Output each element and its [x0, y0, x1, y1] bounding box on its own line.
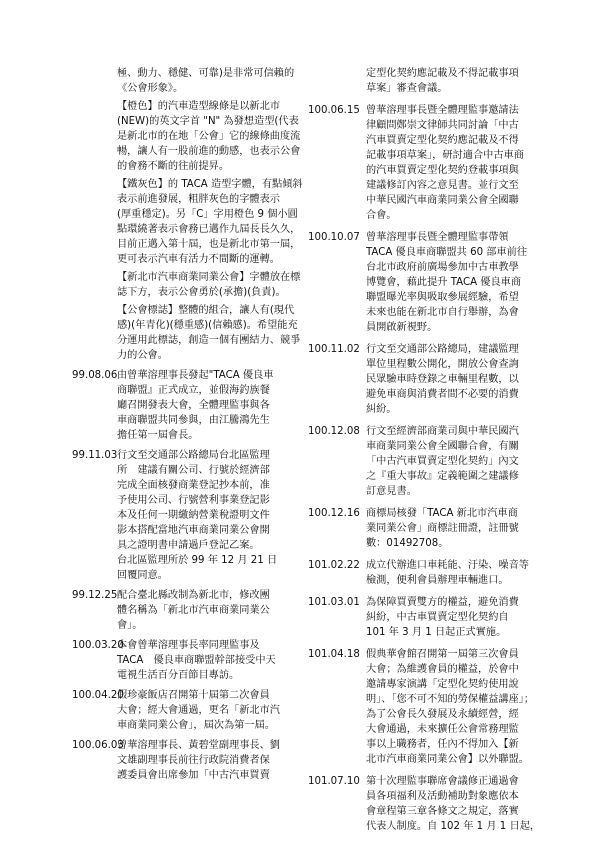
text-line: 員開啟新視野。 — [366, 322, 438, 333]
intro-paragraph — [88, 303, 304, 363]
text-line: 數：01492708。 — [366, 538, 449, 549]
text-line: 單位里程數公開化，開放公會查詢 — [366, 359, 519, 370]
text-line: 有團結力、競爭力的公會。 — [117, 335, 301, 361]
entry-date: 101.03.01 — [308, 597, 360, 608]
entry-date: 99.08.06 — [72, 370, 118, 381]
text-line: 行文至經濟部商業司與中華民國汽 — [366, 426, 519, 437]
text-line: 已邁作九屆長長久久，目前正邁入 — [117, 224, 301, 250]
right-column — [308, 66, 541, 834]
entry-date: 100.12.16 — [308, 508, 360, 519]
entry-date: 99.11.03 — [72, 450, 118, 461]
text-line: 行文至交通部公路總局台北區監理 — [117, 450, 270, 461]
entry-date: 100.12.08 — [308, 426, 360, 437]
chronology-entry — [308, 103, 526, 223]
text-line: 員各項福利及活動補助對象應依本 — [366, 791, 519, 802]
text-line: 完成全面核發商業登記抄本前，准 — [117, 480, 270, 491]
text-line: 成立代辦進口車耗能、汙染、噪音等 — [366, 560, 529, 571]
text-line: 回覆同意。 — [117, 570, 168, 581]
text-line: 訂意見書。 — [366, 486, 417, 497]
text-line: 邀請專家演講「定型化契約使用說 — [366, 679, 519, 690]
chronology-entry — [308, 342, 526, 417]
text-line: 車商業同業公會全國聯合會，有關 — [366, 441, 519, 452]
entry-date: 100.11.02 — [308, 344, 360, 355]
text-line: 第十屆，也是新北市第一屆，更可 — [117, 239, 301, 265]
text-line: 放在標誌下方，表示公會勇於(承 — [117, 272, 301, 298]
text-line: 點傾斜表示前進發展，粗胖灰色的 — [117, 179, 303, 205]
text-line: 【新北市汽車商業同業公會】字體 — [117, 272, 270, 283]
text-line: 業同業公會」商標註冊證，註冊號 — [366, 523, 519, 534]
text-line: 明」、「您不可不知的勞保權益講座」； — [366, 694, 535, 705]
text-line: 101 年 3 月 1 日起正式實施。 — [366, 627, 507, 638]
left-intro — [88, 66, 304, 363]
entry-text — [117, 368, 304, 443]
chronology-entry — [308, 558, 529, 588]
text-line: 檢測，便利會員辦理車輛進口。 — [366, 575, 509, 586]
text-line: 由曾華溶理事長發起"TACA 優良車 — [117, 370, 274, 381]
chronology-entry — [308, 424, 526, 499]
text-line: 的汽車買賣定型化契約登載事項與 — [366, 165, 519, 176]
entry-text — [117, 688, 304, 733]
text-line: 的動感，也表示公會的會務不斷的 — [117, 146, 301, 172]
text-line: 【公會標誌】整體的組合，讓人有 — [117, 305, 270, 316]
text-line: 記載事項草案」，研討適合中古車商 — [366, 150, 524, 161]
chronology-entry — [308, 230, 526, 335]
text-line: 曾華溶理事長暨全體理監事邀請法 — [366, 105, 519, 116]
text-line: 車商業同業公會」，屆次為第一屆。 — [117, 720, 275, 731]
text-line: 電視生活百分百節目專訪。 — [117, 670, 240, 681]
text-line: 「中古汽車買賣定型化契約」內文 — [366, 456, 519, 467]
text-line: 大會；為維護會員的權益，於會中 — [366, 664, 519, 675]
text-line: 大會通過，未來擴任公會常務理監 — [366, 724, 519, 735]
intro-paragraph — [88, 66, 304, 96]
text-line: 配合臺北縣改制為新北市，修改團 — [117, 590, 270, 601]
text-line: 用橙色 9 個小圓點環繞著表示會務 — [117, 209, 298, 235]
entry-date: 100.03.20 — [72, 640, 124, 651]
right-continuation — [308, 66, 526, 96]
text-line: 會章程第三章各條文之規定，落實 — [366, 806, 519, 817]
text-line: 曾華溶理事長、黃碧堂副理事長、劉 — [117, 740, 280, 751]
text-line: 文雄副理事長前往行政院消費者保 — [117, 755, 270, 766]
entry-date: 99.12.25 — [72, 590, 118, 601]
chronology-entry — [72, 688, 304, 733]
entry-text — [366, 558, 529, 588]
entry-text — [366, 424, 526, 499]
entry-date: 101.04.18 — [308, 649, 360, 660]
continuation-paragraph — [308, 66, 526, 96]
text-line: 【橙色】的汽車造型線條是以新北 — [117, 101, 270, 112]
entry-text — [366, 595, 526, 640]
text-line: 合會。 — [366, 210, 397, 221]
text-line: 聯盟曝光率與吸取參展經驗，希望 — [366, 292, 519, 303]
text-line: 為保障買賣雙方的權益，避免消費 — [366, 597, 519, 608]
text-line: 博覽會，藉此提升 TACA 優良車商 — [366, 277, 522, 288]
entry-text — [366, 506, 526, 551]
text-line: 為了公會長久發展及永續經營，經 — [366, 709, 519, 720]
entry-text — [366, 774, 540, 834]
text-line: 民眾驗車時登錄之車輛里程數，以 — [366, 374, 519, 385]
text-line: 糾紛。 — [366, 404, 397, 415]
chronology-entry — [72, 588, 304, 633]
entry-text — [366, 342, 526, 417]
text-line: 本會曾華溶理事長率同理監事及 — [117, 640, 260, 651]
entry-date: 100.06.15 — [308, 105, 360, 116]
text-line: 擔任第一屆會長。 — [117, 430, 199, 441]
text-line: 北市汽車商業同業公會】以外聯盟。 — [366, 754, 529, 765]
text-line: 擔)(負責)。 — [233, 287, 286, 298]
entry-text — [117, 738, 304, 783]
text-line: 汽車買賣定型化契約應記載及不得 — [366, 135, 519, 146]
text-line: 行文至交通部公路總局，建議監理 — [366, 344, 519, 355]
text-line: 中華民國汽車商業同業公會全國聯 — [366, 195, 519, 206]
entry-text — [117, 638, 304, 683]
text-line: TACA 優良車商聯盟共 60 部車前往 — [366, 247, 528, 258]
entry-date: 100.10.07 — [308, 232, 360, 243]
text-line: 予使用公司、行號營利事業登記影 — [117, 495, 270, 506]
text-line: 具之證明書申請過戶登記乙案。 — [117, 540, 260, 551]
text-line: 糾紛，中古車買賣定型化契約自 — [366, 612, 509, 623]
entry-text — [366, 647, 534, 767]
text-line: 事以上職務者，任內不得加入【新 — [366, 739, 519, 750]
text-line: 第十次理監事聯席會議修正通過會 — [366, 776, 519, 787]
entry-text — [117, 448, 304, 583]
text-line: 【鐵灰色】的 TACA 造型字體，有 — [117, 179, 273, 190]
text-line: 避免車商與消費者間不必要的消費 — [366, 389, 519, 400]
intro-paragraph — [88, 177, 304, 267]
intro-paragraph — [88, 270, 304, 300]
text-line: 體名稱為「新北市汽車商業同業公 — [117, 605, 270, 616]
text-line: 市(NEW)的英文字首 "N" 為發想造 — [117, 101, 280, 127]
entry-text — [117, 588, 304, 633]
text-line: 表示汽車有活力不間斷的運轉。 — [137, 254, 280, 265]
chronology-entry — [72, 448, 304, 583]
entry-date: 101.02.22 — [308, 560, 360, 571]
text-line: 的線條曲度流暢，讓人有一股前進 — [117, 131, 301, 157]
text-line: 會」。 — [117, 620, 143, 631]
text-line: 型(代表是新北市的在地「公會」它 — [117, 116, 299, 142]
text-line: 車商聯盟共同參與，由江騰鴻先生 — [117, 415, 270, 426]
text-line: (現代感)(年青化)(穩重感)(信賴感)。 — [117, 305, 295, 331]
text-line: 字體表示 (厚重穩定)。另「C」字 — [117, 194, 291, 220]
text-line: 大會；經大會通過，更名「新北市汽 — [117, 705, 280, 716]
chronology-entry — [72, 738, 304, 783]
text-line: 往前提昇。 — [178, 161, 230, 172]
text-line: 台北區監理所於 99 年 12 月 21 日 — [117, 555, 278, 566]
text-line: 曾華溶理事長暨全體理監事帶領 — [366, 232, 509, 243]
chronology-entry — [308, 774, 541, 834]
chronology-entry — [72, 368, 304, 443]
intro-paragraph — [88, 99, 304, 174]
left-column — [72, 66, 304, 783]
chronology-entry — [308, 647, 535, 767]
entry-date: 100.04.20 — [72, 690, 124, 701]
chronology-entry — [308, 506, 526, 551]
text-line: 影本搭配當地汽車商業同業公會開 — [117, 525, 270, 536]
text-line: 廳召開發表大會，全體理監事與各 — [117, 400, 270, 411]
text-line: 假典華會館召開第一屆第三次會員 — [366, 649, 519, 660]
text-line: 商聯盟』正式成立，並假海釣族餐 — [117, 385, 270, 396]
left-entries — [72, 363, 304, 783]
text-line: 未來也能在新北市自行舉辦，為會 — [366, 307, 519, 318]
chronology-entry — [308, 595, 526, 640]
text-line: 本及任何一期繳納營業稅證明文件 — [117, 510, 270, 521]
entry-text — [366, 230, 527, 335]
text-line: 希望能充分運用此標誌，創造一個 — [117, 320, 298, 346]
text-line: 所 建議有關公司、行號於經濟部 — [117, 465, 270, 476]
text-line: 之『重大事故』定義範圍之建議修 — [366, 471, 519, 482]
text-line: 假珍豪飯店召開第十屆第二次會員 — [117, 690, 270, 701]
text-line: 台北市政府前廣場參加中古車教學 — [366, 262, 519, 273]
text-line: 代表人制度。自 102 年 1 月 1 日起， — [366, 821, 541, 832]
entry-date: 101.07.10 — [308, 776, 360, 787]
entry-text — [366, 103, 526, 223]
text-line: 定型化契約應記載及不得記載事項 — [366, 68, 519, 79]
text-line: 草案」審查會議。 — [366, 83, 448, 94]
text-line: TACA 優良車商聯盟幹部接受中天 — [117, 655, 276, 666]
text-line: 極、動力、穩健、可靠)是非常可信 — [117, 68, 274, 79]
entry-date: 100.06.03 — [72, 740, 124, 751]
chronology-entry — [72, 638, 304, 683]
text-line: 賴的《公會形象》。 — [117, 68, 295, 94]
text-line: 商標局核發「TACA 新北市汽車商 — [366, 508, 518, 519]
text-line: 護委員會出席參加「中古汽車買賣 — [117, 770, 270, 781]
text-line: 建議修訂內容之意見書。並行文至 — [366, 180, 519, 191]
right-entries — [308, 96, 541, 834]
text-line: 律顧問鄭崇文律師共同討論「中古 — [366, 120, 519, 131]
